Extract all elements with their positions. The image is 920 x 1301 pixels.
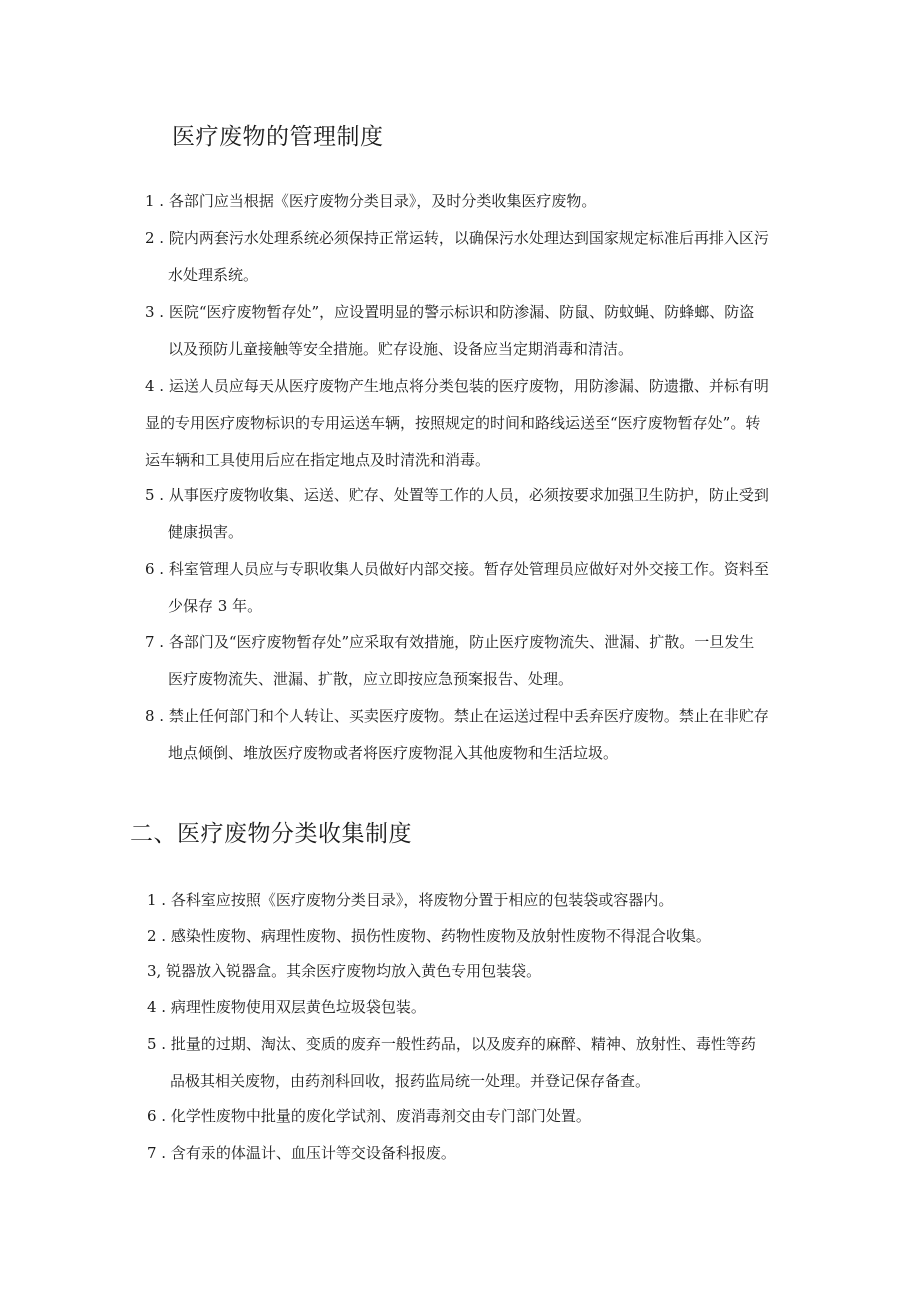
item-line: 4 . 病理性废物使用双层黄色垃圾袋包装。 (147, 998, 426, 1016)
item-line: 以及预防儿童接触等安全措施。贮存设施、设备应当定期消毒和清洁。 (168, 340, 634, 358)
section2-title: 二、医疗废物分类收集制度 (130, 821, 412, 847)
list-item (145, 368, 790, 479)
item-line: 2 . 院内两套污水处理系统必须保持正常运转，以确保污水处理达到国家规定标准后再排入区污 (145, 229, 769, 247)
item-line: 地点倾倒、堆放医疗废物或者将医疗废物混入其他废物和生活垃圾。 (168, 744, 619, 762)
list-item (147, 989, 792, 1026)
list-item (145, 477, 790, 551)
item-line: 8 . 禁止任何部门和个人转让、买卖医疗废物。禁止在运送过程中丢弃医疗废物。禁止在非贮存 (145, 707, 769, 725)
list-item (145, 551, 790, 625)
item-line: 医疗废物流失、泄漏、扩散，应立即按应急预案报告、处理。 (168, 670, 574, 688)
list-item (147, 882, 792, 919)
item-line: 运车辆和工具使用后应在指定地点及时清洗和消毒。 (145, 451, 491, 469)
list-item (145, 698, 790, 772)
list-item (145, 294, 790, 368)
list-item (147, 1098, 792, 1135)
list-item (147, 1026, 792, 1100)
item-line: 7 . 各部门及“医疗废物暂存处”应采取有效措施，防止医疗废物流失、泄漏、扩散。一旦发生 (145, 633, 755, 651)
item-line: 1 . 各部门应当根据《医疗废物分类目录》，及时分类收集医疗废物。 (145, 192, 597, 210)
list-item (147, 1135, 792, 1172)
item-line: 5 . 批量的过期、淘汰、变质的废弃一般性药品，以及废弃的麻醉、精神、放射性、毒性等药 (147, 1035, 756, 1053)
list-item (147, 918, 792, 955)
item-line: 2 . 感染性废物、病理性废物、损伤性废物、药物性废物及放射性废物不得混合收集。 (147, 927, 711, 945)
item-line: 3, 锐器放入锐器盒。其余医疗废物均放入黄色专用包装袋。 (147, 962, 542, 980)
item-line: 4 . 运送人员应每天从医疗废物产生地点将分类包装的医疗废物，用防渗漏、防遗撒、并标有明 (145, 377, 769, 395)
item-line: 显的专用医疗废物标识的专用运送车辆，按照规定的时间和路线运送至“医疗废物暂存处”。转 (145, 414, 761, 432)
item-line: 1 . 各科室应按照《医疗废物分类目录》，将废物分置于相应的包装袋或容器内。 (147, 891, 674, 909)
item-line: 5 . 从事医疗废物收集、运送、贮存、处置等工作的人员，必须按要求加强卫生防护，防止受到 (145, 486, 769, 504)
item-line: 6 . 科室管理人员应与专职收集人员做好内部交接。暂存处管理员应做好对外交接工作。资料至 (145, 560, 769, 578)
item-line: 品极其相关废物，由药剂科回收，报药监局统一处理。并登记保存备查。 (170, 1072, 651, 1090)
item-line: 健康损害。 (168, 523, 244, 541)
item-line: 3 . 医院“医疗废物暂存处”，应设置明显的警示标识和防渗漏、防鼠、防蚊蝇、防蜂螂、防盗 (145, 303, 755, 321)
list-item (145, 183, 790, 220)
item-line: 7 . 含有汞的体温计、血压计等交设备科报废。 (147, 1144, 456, 1162)
item-line: 6 . 化学性废物中批量的废化学试剂、废消毒剂交由专门部门处置。 (147, 1107, 591, 1125)
item-line: 少保存 3 年。 (168, 597, 263, 615)
section1-title: 医疗废物的管理制度 (172, 124, 384, 150)
item-line: 水处理系统。 (168, 266, 259, 284)
list-item (145, 220, 790, 294)
list-item (147, 953, 792, 990)
list-item (145, 624, 790, 698)
